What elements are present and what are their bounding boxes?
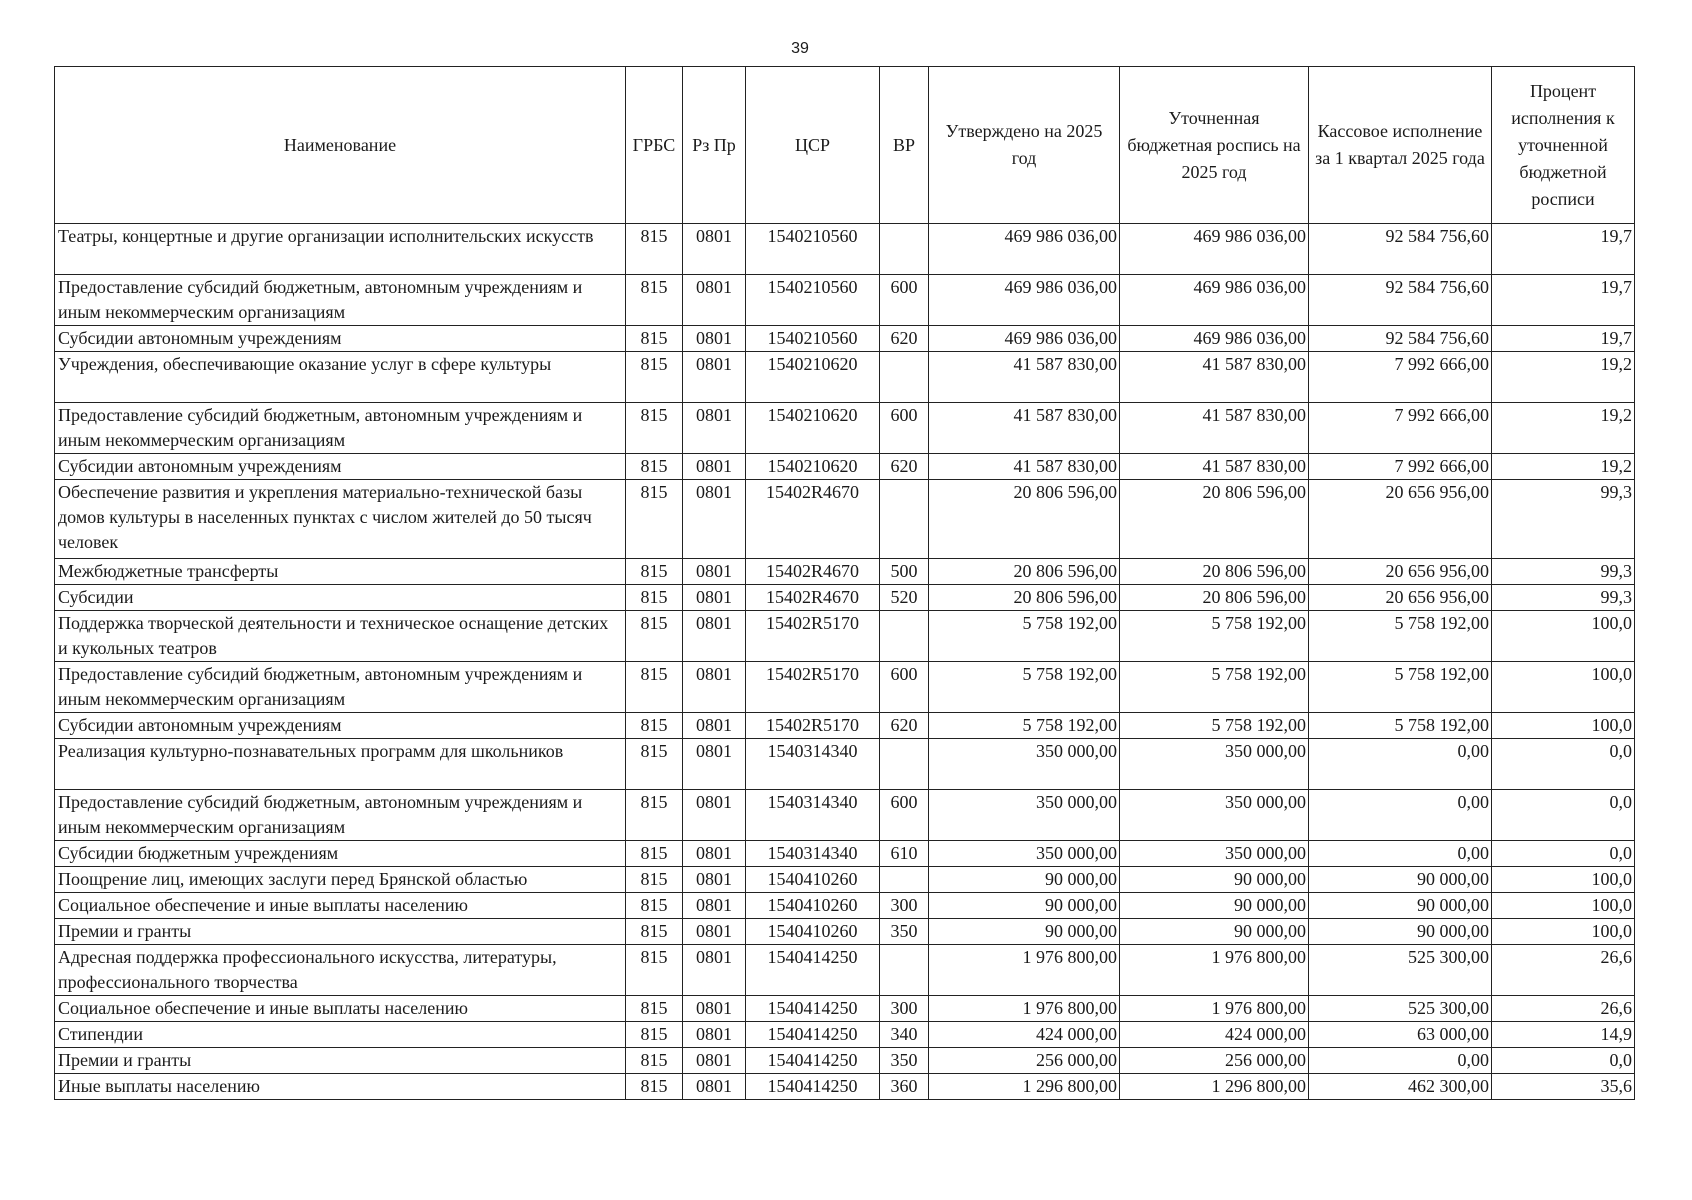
row-name-cell: Обеспечение развития и укрепления материально-технической базы домов культуры в населенных пунктах с числом жителей до 50 тысяч человек: [55, 480, 626, 559]
row-approved-cell: 1 976 800,00: [929, 945, 1120, 996]
row-percent-cell: 99,3: [1492, 585, 1635, 611]
table-row: [55, 454, 1635, 480]
row-vr-cell: 600: [880, 790, 929, 841]
row-vr-cell: 360: [880, 1074, 929, 1100]
table-row: [55, 1074, 1635, 1100]
row-grbs-cell: 815: [626, 739, 683, 790]
row-name-cell: Предоставление субсидий бюджетным, автономным учреждениям и иным некоммерческим организациям: [55, 662, 626, 713]
row-grbs-cell: 815: [626, 454, 683, 480]
row-name-cell: Поддержка творческой деятельности и техническое оснащение детских и кукольных театров: [55, 611, 626, 662]
row-rzpr-cell: 0801: [683, 480, 746, 559]
table-row: [55, 585, 1635, 611]
row-rzpr-cell: 0801: [683, 352, 746, 403]
row-refined-cell: 1 976 800,00: [1120, 996, 1309, 1022]
row-refined-cell: 350 000,00: [1120, 739, 1309, 790]
row-approved-cell: 256 000,00: [929, 1048, 1120, 1074]
row-rzpr-cell: 0801: [683, 585, 746, 611]
row-percent-cell: 19,2: [1492, 403, 1635, 454]
row-rzpr-cell: 0801: [683, 224, 746, 275]
table-row: [55, 996, 1635, 1022]
row-name-cell: Субсидии автономным учреждениям: [55, 713, 626, 739]
row-approved-cell: 90 000,00: [929, 893, 1120, 919]
row-percent-cell: 100,0: [1492, 919, 1635, 945]
row-vr-cell: [880, 352, 929, 403]
row-rzpr-cell: 0801: [683, 1074, 746, 1100]
row-csr-cell: 15402R5170: [746, 611, 880, 662]
row-approved-cell: 469 986 036,00: [929, 275, 1120, 326]
row-rzpr-cell: 0801: [683, 326, 746, 352]
row-cash-cell: 92 584 756,60: [1309, 326, 1492, 352]
row-name-cell: Субсидии автономным учреждениям: [55, 454, 626, 480]
row-rzpr-cell: 0801: [683, 713, 746, 739]
row-cash-cell: 20 656 956,00: [1309, 559, 1492, 585]
row-rzpr-cell: 0801: [683, 611, 746, 662]
row-vr-cell: [880, 867, 929, 893]
row-name-cell: Субсидии автономным учреждениям: [55, 326, 626, 352]
header-vr: ВР: [880, 67, 929, 224]
row-vr-cell: 600: [880, 275, 929, 326]
row-approved-cell: 41 587 830,00: [929, 454, 1120, 480]
row-name-cell: Иные выплаты населению: [55, 1074, 626, 1100]
row-vr-cell: 600: [880, 403, 929, 454]
row-csr-cell: 15402R4670: [746, 559, 880, 585]
row-csr-cell: 1540210620: [746, 352, 880, 403]
row-name-cell: Предоставление субсидий бюджетным, автономным учреждениям и иным некоммерческим организациям: [55, 790, 626, 841]
row-approved-cell: 90 000,00: [929, 867, 1120, 893]
table-row: [55, 739, 1635, 790]
row-vr-cell: 340: [880, 1022, 929, 1048]
row-grbs-cell: 815: [626, 1022, 683, 1048]
header-rzpr: Рз Пр: [683, 67, 746, 224]
row-approved-cell: 90 000,00: [929, 919, 1120, 945]
table-row: [55, 480, 1635, 559]
row-percent-cell: 0,0: [1492, 790, 1635, 841]
row-cash-cell: 90 000,00: [1309, 867, 1492, 893]
row-vr-cell: 610: [880, 841, 929, 867]
row-csr-cell: 15402R4670: [746, 585, 880, 611]
row-refined-cell: 350 000,00: [1120, 841, 1309, 867]
row-name-cell: Поощрение лиц, имеющих заслуги перед Брянской областью: [55, 867, 626, 893]
table-row: [55, 611, 1635, 662]
row-cash-cell: 90 000,00: [1309, 893, 1492, 919]
row-approved-cell: 469 986 036,00: [929, 224, 1120, 275]
row-refined-cell: 350 000,00: [1120, 790, 1309, 841]
row-percent-cell: 19,2: [1492, 352, 1635, 403]
row-percent-cell: 19,2: [1492, 454, 1635, 480]
row-csr-cell: 1540414250: [746, 945, 880, 996]
row-rzpr-cell: 0801: [683, 1048, 746, 1074]
row-approved-cell: 5 758 192,00: [929, 611, 1120, 662]
row-vr-cell: 500: [880, 559, 929, 585]
row-vr-cell: 600: [880, 662, 929, 713]
row-percent-cell: 19,7: [1492, 326, 1635, 352]
row-csr-cell: 1540410260: [746, 919, 880, 945]
row-rzpr-cell: 0801: [683, 841, 746, 867]
row-vr-cell: 300: [880, 996, 929, 1022]
row-refined-cell: 20 806 596,00: [1120, 559, 1309, 585]
row-grbs-cell: 815: [626, 1048, 683, 1074]
header-name: Наименование: [55, 67, 626, 224]
row-approved-cell: 20 806 596,00: [929, 585, 1120, 611]
table-row: [55, 867, 1635, 893]
row-approved-cell: 20 806 596,00: [929, 480, 1120, 559]
row-percent-cell: 19,7: [1492, 275, 1635, 326]
row-percent-cell: 99,3: [1492, 480, 1635, 559]
row-vr-cell: 520: [880, 585, 929, 611]
row-name-cell: Стипендии: [55, 1022, 626, 1048]
row-vr-cell: 300: [880, 893, 929, 919]
row-name-cell: Премии и гранты: [55, 919, 626, 945]
row-vr-cell: 350: [880, 1048, 929, 1074]
row-rzpr-cell: 0801: [683, 996, 746, 1022]
row-vr-cell: 350: [880, 919, 929, 945]
row-approved-cell: 5 758 192,00: [929, 713, 1120, 739]
row-csr-cell: 1540314340: [746, 739, 880, 790]
row-grbs-cell: 815: [626, 662, 683, 713]
row-approved-cell: 350 000,00: [929, 841, 1120, 867]
row-name-cell: Межбюджетные трансферты: [55, 559, 626, 585]
table-row: [55, 662, 1635, 713]
row-percent-cell: 19,7: [1492, 224, 1635, 275]
row-cash-cell: 20 656 956,00: [1309, 480, 1492, 559]
row-grbs-cell: 815: [626, 403, 683, 454]
row-refined-cell: 41 587 830,00: [1120, 454, 1309, 480]
row-name-cell: Учреждения, обеспечивающие оказание услуг в сфере культуры: [55, 352, 626, 403]
table-row: [55, 790, 1635, 841]
row-rzpr-cell: 0801: [683, 945, 746, 996]
row-cash-cell: 7 992 666,00: [1309, 454, 1492, 480]
row-cash-cell: 7 992 666,00: [1309, 352, 1492, 403]
row-csr-cell: 15402R5170: [746, 662, 880, 713]
row-csr-cell: 15402R5170: [746, 713, 880, 739]
row-cash-cell: 63 000,00: [1309, 1022, 1492, 1048]
row-approved-cell: 41 587 830,00: [929, 352, 1120, 403]
row-vr-cell: [880, 739, 929, 790]
row-refined-cell: 5 758 192,00: [1120, 713, 1309, 739]
row-cash-cell: 525 300,00: [1309, 996, 1492, 1022]
table-row: [55, 945, 1635, 996]
row-refined-cell: 90 000,00: [1120, 867, 1309, 893]
row-approved-cell: 20 806 596,00: [929, 559, 1120, 585]
row-csr-cell: 1540414250: [746, 996, 880, 1022]
row-percent-cell: 99,3: [1492, 559, 1635, 585]
header-percent: Процент исполнения к уточненной бюджетной росписи: [1492, 67, 1635, 224]
header-approved: Утверждено на 2025 год: [929, 67, 1120, 224]
row-cash-cell: 5 758 192,00: [1309, 611, 1492, 662]
row-name-cell: Премии и гранты: [55, 1048, 626, 1074]
row-rzpr-cell: 0801: [683, 893, 746, 919]
row-grbs-cell: 815: [626, 585, 683, 611]
row-grbs-cell: 815: [626, 841, 683, 867]
header-grbs: ГРБС: [626, 67, 683, 224]
row-percent-cell: 0,0: [1492, 841, 1635, 867]
row-cash-cell: 0,00: [1309, 1048, 1492, 1074]
table-row: [55, 224, 1635, 275]
row-name-cell: Адресная поддержка профессионального искусства, литературы, профессионального творчества: [55, 945, 626, 996]
row-refined-cell: 424 000,00: [1120, 1022, 1309, 1048]
row-name-cell: Предоставление субсидий бюджетным, автономным учреждениям и иным некоммерческим организациям: [55, 275, 626, 326]
row-csr-cell: 1540414250: [746, 1074, 880, 1100]
row-csr-cell: 1540314340: [746, 841, 880, 867]
budget-execution-table: [54, 66, 1635, 1100]
row-csr-cell: 1540410260: [746, 867, 880, 893]
row-grbs-cell: 815: [626, 996, 683, 1022]
row-approved-cell: 1 296 800,00: [929, 1074, 1120, 1100]
row-grbs-cell: 815: [626, 352, 683, 403]
row-refined-cell: 20 806 596,00: [1120, 480, 1309, 559]
table-body: [55, 224, 1635, 1100]
row-approved-cell: 41 587 830,00: [929, 403, 1120, 454]
row-cash-cell: 5 758 192,00: [1309, 713, 1492, 739]
row-rzpr-cell: 0801: [683, 559, 746, 585]
row-rzpr-cell: 0801: [683, 662, 746, 713]
row-csr-cell: 1540210560: [746, 326, 880, 352]
row-vr-cell: [880, 480, 929, 559]
row-approved-cell: 1 976 800,00: [929, 996, 1120, 1022]
row-rzpr-cell: 0801: [683, 1022, 746, 1048]
row-name-cell: Субсидии бюджетным учреждениям: [55, 841, 626, 867]
header-cash: Кассовое исполнение за 1 квартал 2025 года: [1309, 67, 1492, 224]
row-refined-cell: 5 758 192,00: [1120, 662, 1309, 713]
row-rzpr-cell: 0801: [683, 867, 746, 893]
row-vr-cell: [880, 945, 929, 996]
row-rzpr-cell: 0801: [683, 739, 746, 790]
row-percent-cell: 14,9: [1492, 1022, 1635, 1048]
row-cash-cell: 92 584 756,60: [1309, 224, 1492, 275]
row-vr-cell: [880, 611, 929, 662]
table-row: [55, 352, 1635, 403]
row-refined-cell: 1 976 800,00: [1120, 945, 1309, 996]
table-row: [55, 559, 1635, 585]
table-row: [55, 893, 1635, 919]
row-cash-cell: 90 000,00: [1309, 919, 1492, 945]
row-grbs-cell: 815: [626, 867, 683, 893]
row-cash-cell: 0,00: [1309, 739, 1492, 790]
row-refined-cell: 41 587 830,00: [1120, 352, 1309, 403]
row-grbs-cell: 815: [626, 893, 683, 919]
row-percent-cell: 0,0: [1492, 739, 1635, 790]
row-name-cell: Театры, концертные и другие организации исполнительских искусств: [55, 224, 626, 275]
row-grbs-cell: 815: [626, 611, 683, 662]
row-refined-cell: 469 986 036,00: [1120, 224, 1309, 275]
row-cash-cell: 5 758 192,00: [1309, 662, 1492, 713]
row-rzpr-cell: 0801: [683, 454, 746, 480]
row-name-cell: Субсидии: [55, 585, 626, 611]
row-percent-cell: 100,0: [1492, 867, 1635, 893]
header-refined: Уточненная бюджетная роспись на 2025 год: [1120, 67, 1309, 224]
row-vr-cell: 620: [880, 326, 929, 352]
row-approved-cell: 469 986 036,00: [929, 326, 1120, 352]
row-approved-cell: 424 000,00: [929, 1022, 1120, 1048]
row-percent-cell: 100,0: [1492, 893, 1635, 919]
row-csr-cell: 1540210560: [746, 224, 880, 275]
row-rzpr-cell: 0801: [683, 790, 746, 841]
row-refined-cell: 20 806 596,00: [1120, 585, 1309, 611]
row-cash-cell: 7 992 666,00: [1309, 403, 1492, 454]
row-grbs-cell: 815: [626, 945, 683, 996]
row-csr-cell: 15402R4670: [746, 480, 880, 559]
row-grbs-cell: 815: [626, 919, 683, 945]
row-grbs-cell: 815: [626, 224, 683, 275]
page-number: 39: [791, 40, 809, 57]
row-csr-cell: 1540210560: [746, 275, 880, 326]
row-csr-cell: 1540414250: [746, 1022, 880, 1048]
row-csr-cell: 1540410260: [746, 893, 880, 919]
row-refined-cell: 90 000,00: [1120, 893, 1309, 919]
row-grbs-cell: 815: [626, 790, 683, 841]
row-percent-cell: 35,6: [1492, 1074, 1635, 1100]
row-rzpr-cell: 0801: [683, 275, 746, 326]
row-name-cell: Социальное обеспечение и иные выплаты населению: [55, 996, 626, 1022]
table-row: [55, 326, 1635, 352]
row-approved-cell: 350 000,00: [929, 790, 1120, 841]
row-name-cell: Предоставление субсидий бюджетным, автономным учреждениям и иным некоммерческим организациям: [55, 403, 626, 454]
table-row: [55, 1022, 1635, 1048]
row-csr-cell: 1540314340: [746, 790, 880, 841]
row-vr-cell: 620: [880, 713, 929, 739]
row-refined-cell: 469 986 036,00: [1120, 275, 1309, 326]
row-cash-cell: 0,00: [1309, 790, 1492, 841]
row-cash-cell: 92 584 756,60: [1309, 275, 1492, 326]
row-grbs-cell: 815: [626, 559, 683, 585]
table-row: [55, 841, 1635, 867]
row-refined-cell: 256 000,00: [1120, 1048, 1309, 1074]
table-row: [55, 275, 1635, 326]
row-percent-cell: 0,0: [1492, 1048, 1635, 1074]
row-refined-cell: 41 587 830,00: [1120, 403, 1309, 454]
row-csr-cell: 1540210620: [746, 454, 880, 480]
row-csr-cell: 1540210620: [746, 403, 880, 454]
row-grbs-cell: 815: [626, 713, 683, 739]
row-rzpr-cell: 0801: [683, 403, 746, 454]
row-percent-cell: 26,6: [1492, 945, 1635, 996]
row-percent-cell: 100,0: [1492, 662, 1635, 713]
row-percent-cell: 100,0: [1492, 611, 1635, 662]
row-refined-cell: 469 986 036,00: [1120, 326, 1309, 352]
row-percent-cell: 100,0: [1492, 713, 1635, 739]
row-refined-cell: 5 758 192,00: [1120, 611, 1309, 662]
header-csr: ЦСР: [746, 67, 880, 224]
table-row: [55, 919, 1635, 945]
row-refined-cell: 1 296 800,00: [1120, 1074, 1309, 1100]
table-header-row: [55, 67, 1635, 224]
row-refined-cell: 90 000,00: [1120, 919, 1309, 945]
row-name-cell: Социальное обеспечение и иные выплаты населению: [55, 893, 626, 919]
row-rzpr-cell: 0801: [683, 919, 746, 945]
table-row: [55, 1048, 1635, 1074]
row-approved-cell: 5 758 192,00: [929, 662, 1120, 713]
table-row: [55, 403, 1635, 454]
row-csr-cell: 1540414250: [746, 1048, 880, 1074]
row-cash-cell: 0,00: [1309, 841, 1492, 867]
row-grbs-cell: 815: [626, 1074, 683, 1100]
table-row: [55, 713, 1635, 739]
row-grbs-cell: 815: [626, 480, 683, 559]
row-cash-cell: 525 300,00: [1309, 945, 1492, 996]
row-percent-cell: 26,6: [1492, 996, 1635, 1022]
row-vr-cell: [880, 224, 929, 275]
row-vr-cell: 620: [880, 454, 929, 480]
row-name-cell: Реализация культурно-познавательных программ для школьников: [55, 739, 626, 790]
row-cash-cell: 20 656 956,00: [1309, 585, 1492, 611]
row-grbs-cell: 815: [626, 275, 683, 326]
row-cash-cell: 462 300,00: [1309, 1074, 1492, 1100]
row-approved-cell: 350 000,00: [929, 739, 1120, 790]
row-grbs-cell: 815: [626, 326, 683, 352]
